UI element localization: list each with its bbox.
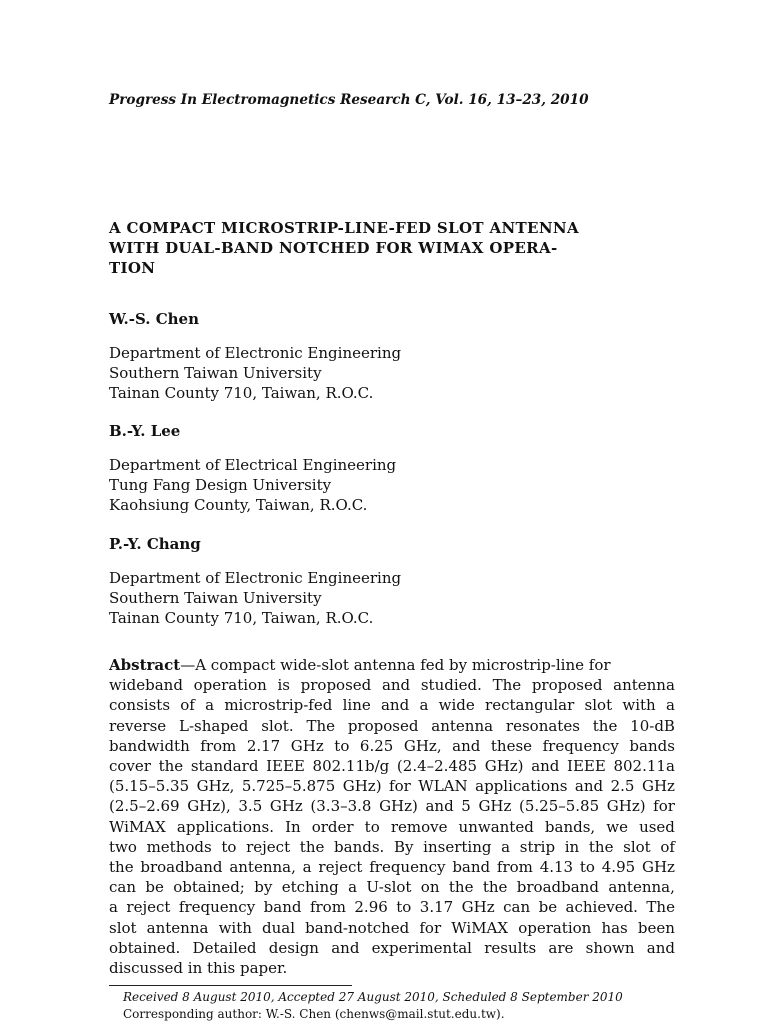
received-dates: Received 8 August 2010, Accepted 27 August 2010, Scheduled 8 September 2010	[123, 990, 623, 1004]
affiliation-line: Kaohsiung County, Taiwan, R.O.C.	[109, 496, 368, 515]
abstract	[109, 655, 675, 978]
abstract-label: Abstract	[109, 656, 181, 674]
paper-page	[109, 0, 675, 1024]
author-affiliation	[109, 343, 401, 404]
abstract-line	[109, 655, 675, 675]
affiliation-line: Tainan County 710, Taiwan, R.O.C.	[109, 384, 374, 403]
author-affiliation	[109, 568, 401, 629]
journal-header: Progress In Electromagnetics Research C, Vol. 16, 13–23, 2010	[109, 92, 589, 108]
abstract-line: the broadband antenna, a reject frequency band from 4.13 to 4.95 GHz	[109, 858, 675, 877]
abstract-line: consists of a microstrip-fed line and a wide rectangular slot with a	[109, 696, 675, 715]
title-line: WITH DUAL-BAND NOTCHED FOR WIMAX OPERA-	[109, 239, 558, 257]
abstract-line: cover the standard IEEE 802.11b/g (2.4–2.485 GHz) and IEEE 802.11a	[109, 757, 675, 776]
author-name: W.-S. Chen	[109, 310, 199, 328]
abstract-line: WiMAX applications. In order to remove unwanted bands, we used	[109, 817, 675, 836]
author-name: B.-Y. Lee	[109, 422, 181, 440]
abstract-line: bandwidth from 2.17 GHz to 6.25 GHz, and these frequency bands	[109, 736, 675, 755]
author-affiliation	[109, 455, 396, 516]
abstract-line: two methods to reject the bands. By inserting a strip in the slot of	[109, 837, 675, 856]
affiliation-line: Southern Taiwan University	[109, 364, 322, 383]
abstract-line: can be obtained; by etching a U-slot on the the broadband antenna,	[109, 878, 675, 897]
affiliation-line: Department of Electrical Engineering	[109, 456, 397, 474]
abstract-line: wideband operation is proposed and studied. The proposed antenna	[109, 676, 675, 695]
affiliation-line: Department of Electronic Engineering	[109, 344, 402, 362]
abstract-line: obtained. Detailed design and experimental results are shown and	[109, 938, 675, 957]
paper-title	[109, 218, 675, 278]
abstract-line: slot antenna with dual band-notched for WiMAX operation has been	[109, 918, 675, 937]
footnote-rule	[109, 985, 352, 986]
abstract-line: (5.15–5.35 GHz, 5.725–5.875 GHz) for WLAN applications and 2.5 GHz	[109, 777, 675, 796]
abstract-line: a reject frequency band from 2.96 to 3.17 GHz can be achieved. The	[109, 898, 675, 917]
abstract-line: (2.5–2.69 GHz), 3.5 GHz (3.3–3.8 GHz) and 5 GHz (5.25–5.85 GHz) for	[109, 797, 675, 816]
abstract-line: discussed in this paper.	[109, 959, 288, 978]
title-line: TION	[109, 259, 156, 277]
abstract-line: reverse L-shaped slot. The proposed antenna resonates the 10-dB	[109, 716, 675, 735]
footnote	[123, 989, 675, 1022]
affiliation-line: Tung Fang Design University	[109, 476, 332, 495]
affiliation-line: Southern Taiwan University	[109, 589, 322, 608]
affiliation-line: Tainan County 710, Taiwan, R.O.C.	[109, 609, 374, 628]
author-name: P.-Y. Chang	[109, 535, 201, 553]
title-line: A COMPACT MICROSTRIP-LINE-FED SLOT ANTENNA	[109, 219, 579, 237]
affiliation-line: Department of Electronic Engineering	[109, 569, 402, 587]
corresponding-author: Corresponding author: W.-S. Chen (chenws@mail.stut.edu.tw).	[123, 1006, 505, 1021]
abstract-first-line-text: —A compact wide-slot antenna fed by microstrip-line for	[180, 656, 611, 674]
